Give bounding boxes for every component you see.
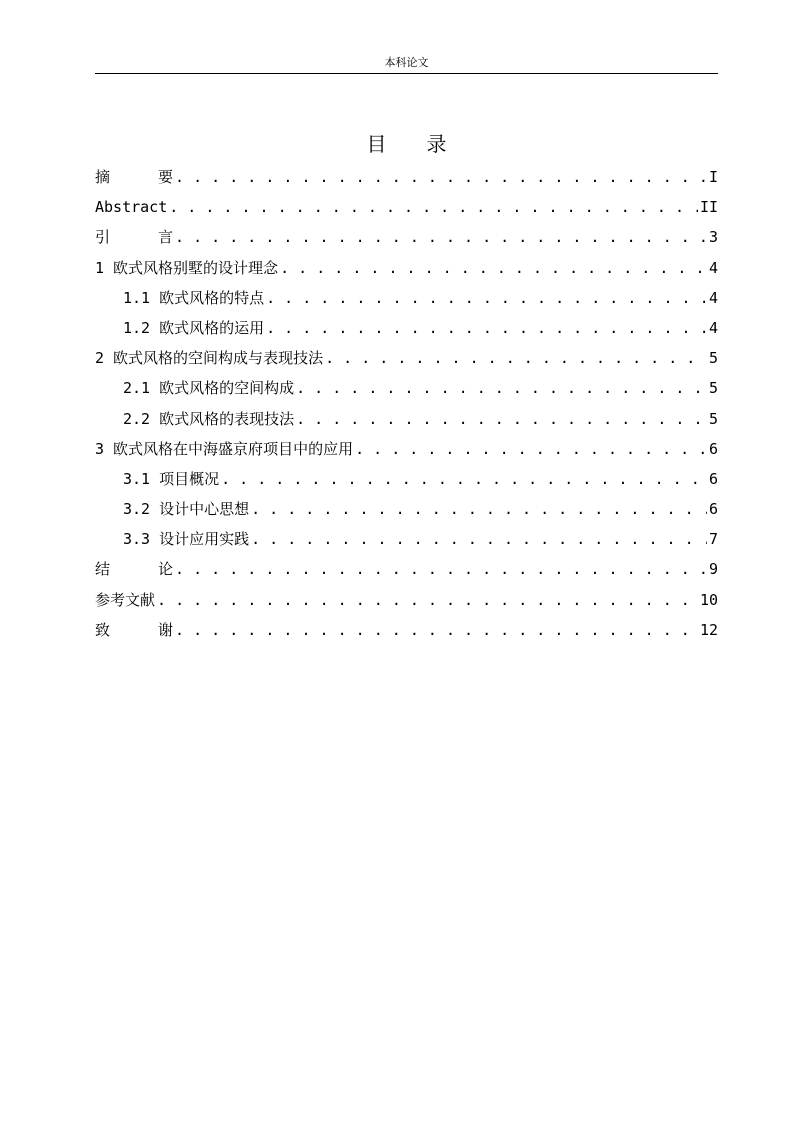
toc-entry-page: 4 [708, 318, 718, 337]
toc-leader-dots [280, 253, 707, 283]
toc-entry-label: 3 欧式风格在中海盛京府项目中的应用 [95, 439, 354, 458]
toc-entry-label: 1 欧式风格别墅的设计理念 [95, 258, 279, 277]
toc-entry-label: 2.1 欧式风格的空间构成 [123, 379, 295, 398]
toc-entry-label: 引 言 [95, 228, 174, 247]
toc-entry-page: 4 [708, 288, 718, 307]
toc-entry-page: 7 [708, 530, 718, 549]
toc-entry-label: Abstract [95, 198, 168, 217]
toc-leader-dots [325, 343, 707, 373]
toc-entry-introduction[interactable] [95, 222, 718, 252]
toc-leader-dots [175, 554, 707, 584]
toc-leader-dots [266, 313, 707, 343]
toc-entry-section-3-1[interactable] [95, 464, 718, 494]
toc-leader-dots [175, 162, 707, 192]
toc-leader-dots [169, 192, 698, 222]
toc-entry-section-2-1[interactable] [95, 373, 718, 403]
toc-entry-chapter-1[interactable] [95, 253, 718, 283]
toc-entry-label: 1.1 欧式风格的特点 [123, 288, 265, 307]
toc-entry-conclusion[interactable] [95, 554, 718, 584]
toc-entry-abstract-cn[interactable] [95, 162, 718, 192]
toc-leader-dots [251, 494, 707, 524]
toc-entry-references[interactable] [95, 585, 718, 615]
toc-entry-page: 6 [708, 439, 718, 458]
toc-entry-abstract-en[interactable] [95, 192, 718, 222]
toc-entry-label: 1.2 欧式风格的运用 [123, 318, 265, 337]
toc-entry-page: 6 [708, 469, 718, 488]
toc-leader-dots [221, 464, 707, 494]
toc-entry-page: 12 [699, 620, 718, 639]
toc-leader-dots [157, 585, 698, 615]
toc-entry-page: I [708, 168, 718, 186]
toc-entry-page: II [699, 198, 718, 217]
toc-entry-label: 2.2 欧式风格的表现技法 [123, 409, 295, 428]
toc-entry-section-3-3[interactable] [95, 524, 718, 554]
toc-entry-label: 参考文献 [95, 590, 156, 609]
toc-entry-section-1-2[interactable] [95, 313, 718, 343]
toc-leader-dots [296, 373, 707, 403]
page-header: 本科论文 [95, 56, 718, 74]
toc-entry-acknowledgements[interactable] [95, 615, 718, 645]
toc-entry-label: 致 谢 [95, 620, 174, 639]
toc-entry-section-2-2[interactable] [95, 404, 718, 434]
toc-entry-page: 10 [699, 590, 718, 609]
toc-entry-label: 3.2 设计中心思想 [123, 500, 250, 519]
toc-entry-page: 6 [708, 500, 718, 519]
toc-entry-page: 5 [708, 349, 718, 368]
toc-leader-dots [266, 283, 707, 313]
toc-title [95, 130, 718, 158]
toc-leader-dots [251, 524, 707, 554]
toc-title-left: 目 [366, 132, 387, 156]
toc-leader-dots [175, 222, 707, 252]
toc-entry-label: 结 论 [95, 560, 174, 579]
toc-leader-dots [175, 615, 698, 645]
toc-entry-label: 摘 要 [95, 168, 174, 186]
toc-entry-page: 5 [708, 409, 718, 428]
toc-leader-dots [355, 434, 707, 464]
toc-entry-page: 9 [708, 560, 718, 579]
toc-leader-dots [296, 404, 707, 434]
toc-entry-section-3-2[interactable] [95, 494, 718, 524]
toc-entry-page: 5 [708, 379, 718, 398]
table-of-contents [95, 162, 718, 645]
toc-entry-label: 3.1 项目概况 [123, 469, 220, 488]
toc-entry-chapter-3[interactable] [95, 434, 718, 464]
toc-entry-chapter-2[interactable] [95, 343, 718, 373]
toc-entry-page: 3 [708, 228, 718, 247]
toc-entry-page: 4 [708, 258, 718, 277]
toc-entry-section-1-1[interactable] [95, 283, 718, 313]
toc-entry-label: 2 欧式风格的空间构成与表现技法 [95, 349, 324, 368]
toc-entry-label: 3.3 设计应用实践 [123, 530, 250, 549]
toc-title-right: 录 [426, 132, 447, 156]
